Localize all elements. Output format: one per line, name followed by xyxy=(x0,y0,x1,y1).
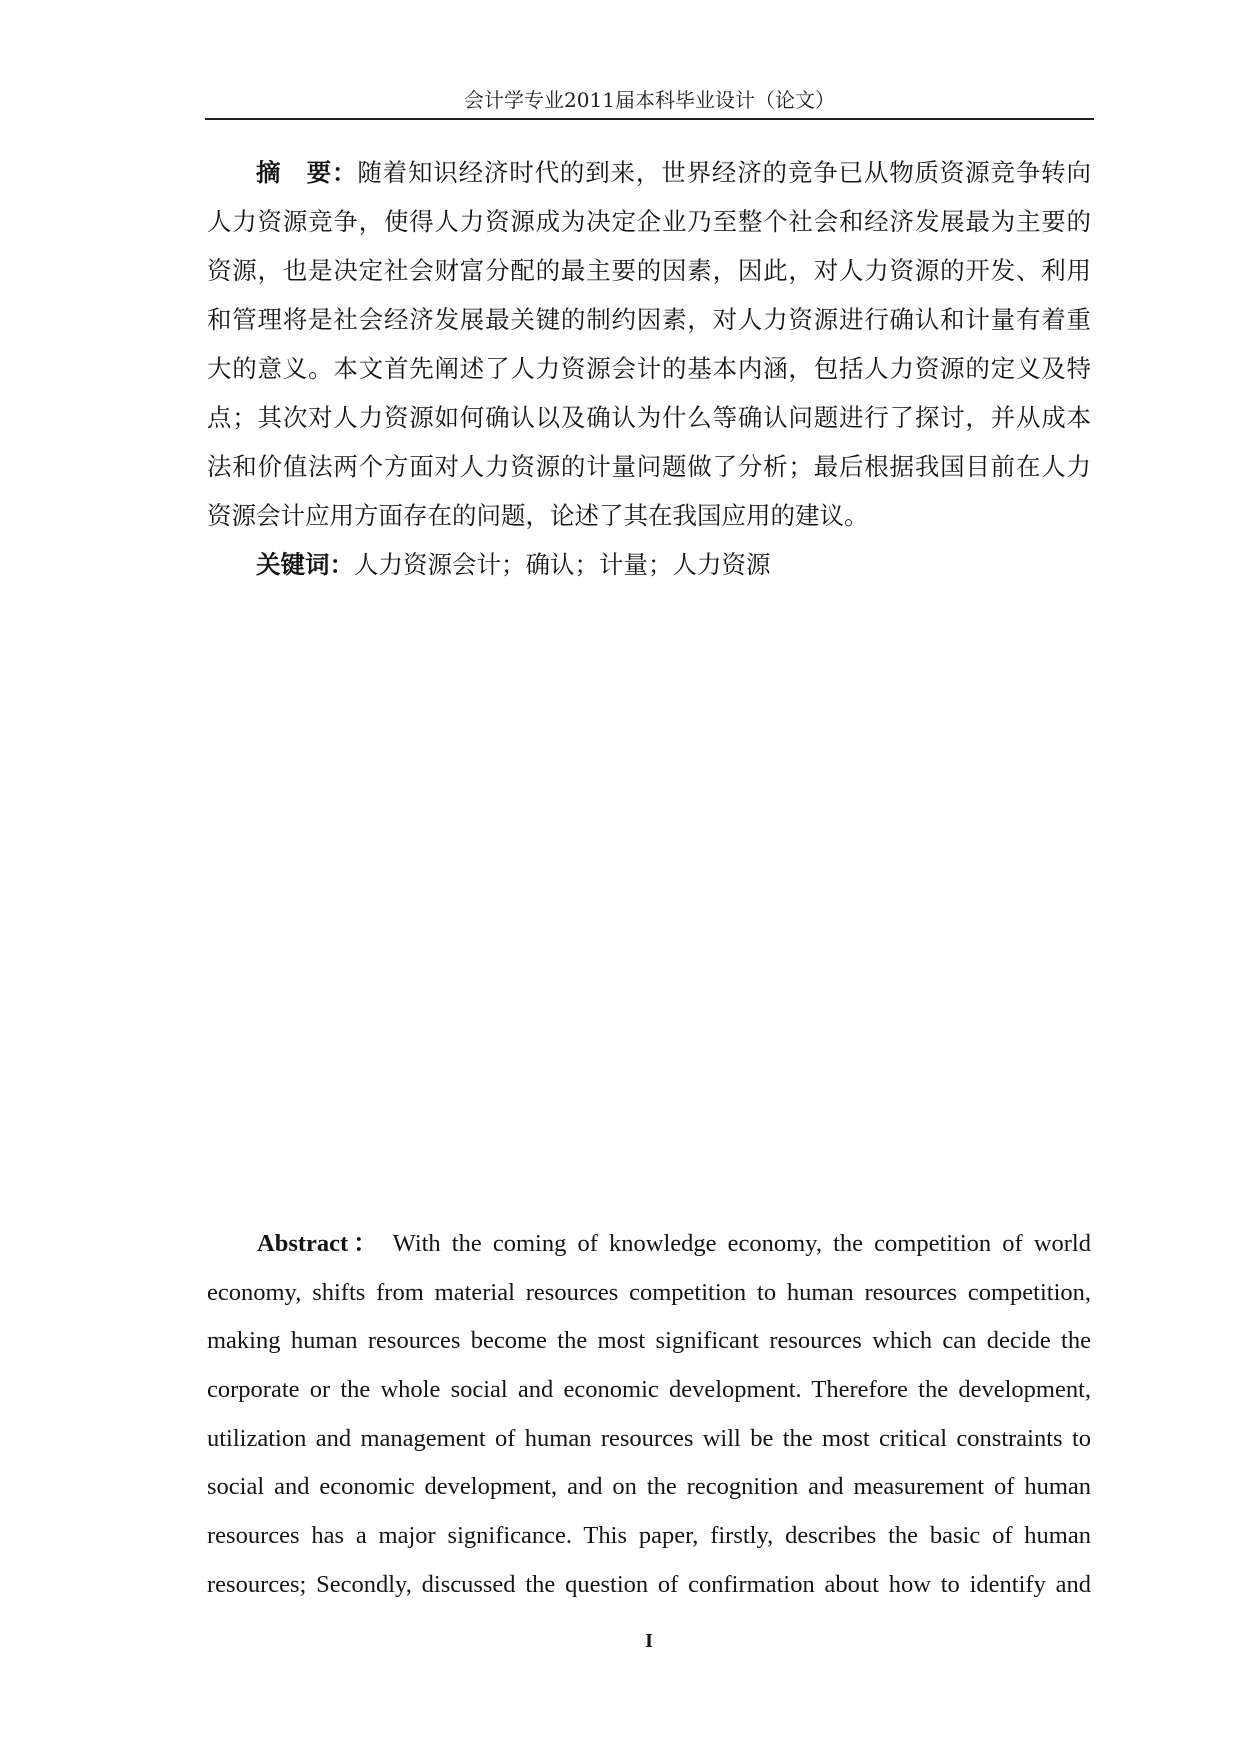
english-abstract-line: resources; Secondly, discussed the question of confirmation about how to identify and xyxy=(207,1570,1091,1598)
english-abstract-text: With the coming of knowledge economy, the competition of world xyxy=(392,1230,1091,1257)
english-abstract-line: corporate or the whole social and economic development. Therefore the development, xyxy=(207,1376,1091,1404)
english-abstract-line: social and economic development, and on the recognition and measurement of human xyxy=(207,1473,1091,1501)
running-header: 会计学专业2011届本科毕业设计（论文） xyxy=(464,88,835,112)
chinese-keywords xyxy=(207,540,1091,589)
chinese-abstract-line: 和管理将是社会经济发展最关键的制约因素，对人力资源进行确认和计量有着重 xyxy=(207,305,1091,334)
chinese-abstract-line: 法和价值法两个方面对人力资源的计量问题做了分析；最后根据我国目前在人力 xyxy=(207,452,1091,481)
chinese-abstract xyxy=(207,148,1091,589)
chinese-keywords-label: 关键词： xyxy=(256,550,354,579)
english-abstract-line: making human resources become the most significant resources which can decide the xyxy=(207,1327,1091,1355)
page-number: I xyxy=(645,1630,653,1652)
chinese-abstract-line: 点；其次对人力资源如何确认以及确认为什么等确认问题进行了探讨，并从成本 xyxy=(207,403,1091,432)
english-abstract-line xyxy=(207,1220,1091,1269)
english-abstract-label: Abstract： xyxy=(257,1230,383,1257)
english-abstract-line: economy, shifts from material resources competition to human resources competition, xyxy=(207,1278,1091,1306)
english-abstract-line: resources has a major significance. This paper, firstly, describes the basic of human xyxy=(207,1522,1091,1550)
header-rule xyxy=(205,118,1094,120)
english-abstract-line: utilization and management of human resources will be the most critical constraints to xyxy=(207,1424,1091,1452)
chinese-abstract-label: 摘 要： xyxy=(256,158,358,187)
chinese-abstract-line: 资源会计应用方面存在的问题，论述了其在我国应用的建议。 xyxy=(207,501,869,530)
english-abstract xyxy=(207,1220,1091,1610)
chinese-abstract-line: 大的意义。本文首先阐述了人力资源会计的基本内涵，包括人力资源的定义及特 xyxy=(207,354,1091,383)
chinese-abstract-line: 人力资源竞争，使得人力资源成为决定企业乃至整个社会和经济发展最为主要的 xyxy=(207,207,1091,236)
chinese-abstract-line xyxy=(207,148,1091,197)
chinese-abstract-line: 资源，也是决定社会财富分配的最主要的因素，因此，对人力资源的开发、利用 xyxy=(207,256,1091,285)
chinese-abstract-text: 随着知识经济时代的到来，世界经济的竞争已从物质资源竞争转向 xyxy=(357,158,1091,187)
chinese-keywords-text: 人力资源会计；确认；计量；人力资源 xyxy=(354,550,771,579)
